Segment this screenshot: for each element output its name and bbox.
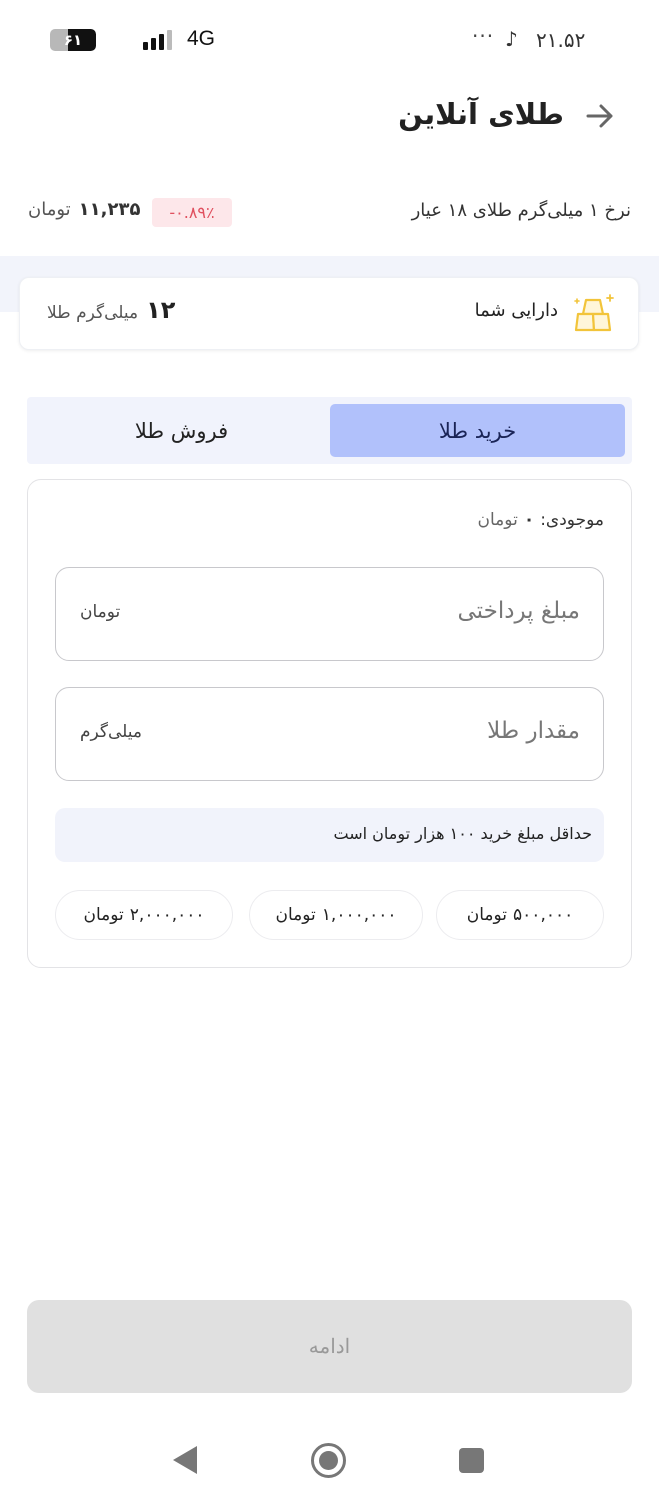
battery-icon bbox=[50, 29, 96, 51]
payment-amount-input[interactable] bbox=[56, 568, 603, 660]
balance-unit: تومان bbox=[477, 510, 518, 530]
payment-amount-field[interactable] bbox=[55, 567, 604, 661]
rate-price bbox=[28, 199, 140, 220]
wallet-balance bbox=[478, 510, 604, 530]
quick-amount-2m[interactable] bbox=[55, 890, 233, 940]
quick-amount-500k[interactable] bbox=[436, 890, 604, 940]
quick-amount-chips bbox=[55, 890, 604, 940]
balance-label: موجودی: bbox=[540, 510, 604, 530]
gold-amount-field[interactable] bbox=[55, 687, 604, 781]
assets-unit: میلی‌گرم طلا bbox=[47, 303, 139, 323]
arrow-right-icon bbox=[585, 103, 615, 129]
battery-level: ۶۱ bbox=[63, 31, 83, 49]
more-notifications-icon: ··· bbox=[472, 24, 495, 48]
signal-icon bbox=[143, 30, 177, 50]
tab-buy-gold[interactable]: خرید طلا bbox=[330, 404, 625, 457]
chip-unit: تومان bbox=[83, 905, 124, 925]
gold-amount-placeholder: مقدار طلا bbox=[487, 718, 580, 744]
music-icon: ♪ bbox=[505, 27, 518, 51]
back-button[interactable] bbox=[583, 99, 617, 133]
gold-amount-unit: میلی‌گرم bbox=[80, 722, 143, 742]
gold-amount-input[interactable] bbox=[56, 688, 603, 780]
network-type: 4G bbox=[187, 27, 216, 50]
chip-amount: ۱,۰۰۰,۰۰۰ bbox=[321, 905, 397, 925]
nav-home-icon[interactable] bbox=[311, 1443, 346, 1478]
buy-form-card bbox=[27, 479, 632, 968]
continue-button[interactable]: ادامه bbox=[27, 1300, 632, 1393]
assets-label: دارایی شما bbox=[474, 300, 558, 321]
chip-unit: تومان bbox=[275, 905, 316, 925]
assets-card bbox=[19, 277, 639, 350]
gold-bars-icon bbox=[572, 294, 616, 334]
system-nav-bar bbox=[0, 1420, 659, 1500]
quick-amount-1m[interactable] bbox=[249, 890, 423, 940]
trade-tabs bbox=[27, 397, 632, 464]
balance-value: ۰ bbox=[523, 510, 535, 530]
notice-text: حداقل مبلغ خرید ۱۰۰ هزار تومان است bbox=[333, 824, 592, 843]
rate-price-value: ۱۱,۲۳۵ bbox=[78, 199, 141, 220]
rate-price-currency: تومان bbox=[28, 199, 71, 220]
gold-rate-row bbox=[0, 190, 659, 236]
chip-unit: تومان bbox=[466, 905, 508, 925]
assets-value bbox=[47, 296, 175, 324]
nav-recent-apps-icon[interactable] bbox=[459, 1448, 484, 1473]
minimum-purchase-notice bbox=[55, 808, 604, 862]
tab-sell-gold[interactable]: فروش طلا bbox=[134, 418, 229, 443]
payment-amount-unit: تومان bbox=[80, 602, 121, 622]
assets-amount: ۱۲ bbox=[146, 296, 176, 324]
page-title: طلای آنلاین bbox=[398, 97, 564, 131]
nav-back-icon[interactable] bbox=[173, 1446, 197, 1474]
clock: ۲۱.۵۲ bbox=[536, 28, 586, 52]
app-header bbox=[0, 85, 659, 149]
rate-label: نرخ ۱ میلی‌گرم طلای ۱۸ عیار bbox=[411, 200, 631, 221]
chip-amount: ۲,۰۰۰,۰۰۰ bbox=[129, 905, 205, 925]
payment-amount-placeholder: مبلغ پرداختی bbox=[457, 598, 580, 624]
chip-amount: ۵۰۰,۰۰۰ bbox=[513, 905, 574, 925]
status-bar bbox=[0, 0, 659, 80]
rate-change-badge: -۰.۸۹٪ bbox=[152, 198, 232, 227]
